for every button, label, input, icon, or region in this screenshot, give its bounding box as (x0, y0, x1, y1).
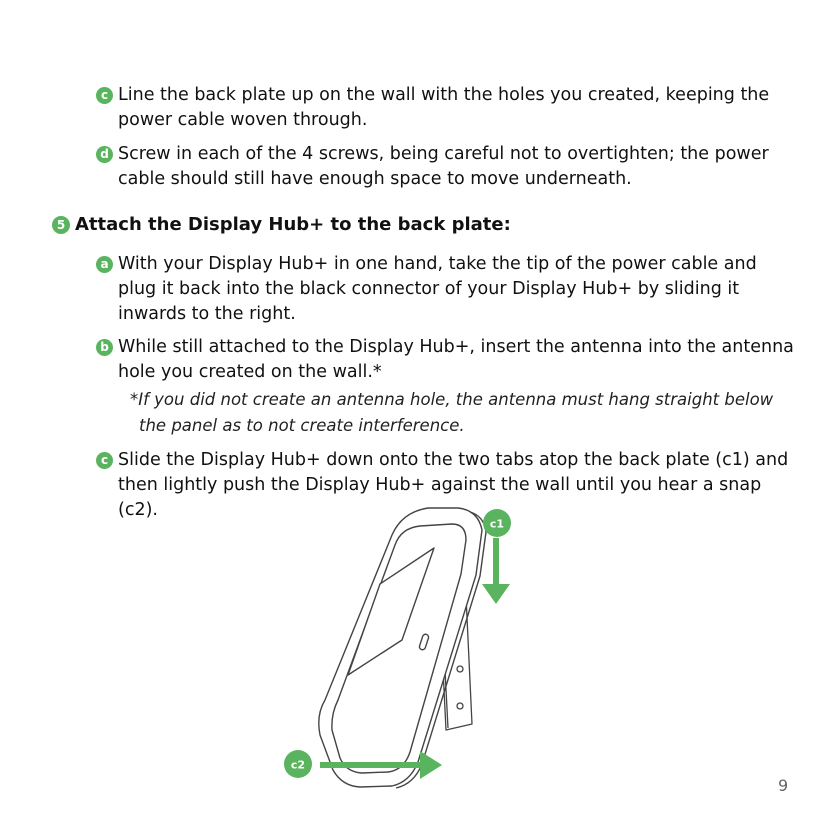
step-5b-badge: b (96, 339, 113, 356)
step-5a-badge: a (96, 256, 113, 273)
arrow-down-icon (482, 584, 510, 604)
step-d-badge: d (96, 146, 113, 163)
step-d-text: Screw in each of the 4 screws, being careful not to overtighten; the power cable should still have enough space to move underneath. (118, 144, 769, 189)
antenna-note-line-1: *If you did not create an antenna hole, the antenna must hang straight below (130, 390, 774, 409)
c2-label: c2 (290, 758, 306, 772)
antenna-note-line-2: the panel as to not create interference. (139, 416, 465, 435)
page-number: 9 (778, 776, 789, 795)
step-5a-text: With your Display Hub+ in one hand, take the tip of the power cable and plug it back into the black connector of your Display Hub+ by sliding it inwards to the right. (118, 254, 757, 324)
c1-label: c1 (489, 517, 505, 531)
step-c-text: Line the back plate up on the wall with the holes you created, keeping the power cable woven through. (118, 85, 770, 130)
step-5-title: Attach the Display Hub+ to the back plate: (75, 214, 511, 235)
step-5b-text: While still attached to the Display Hub+, insert the antenna into the antenna hole you created on the wall.* (118, 337, 794, 382)
step-5c-badge: c (96, 452, 113, 469)
step-5-badge: 5 (52, 216, 70, 234)
step-c-badge: c (96, 87, 113, 104)
step-5c-text: Slide the Display Hub+ down onto the two tabs atop the back plate (c1) and then lightly push the Display Hub+ against the wall until you hear a snap (c2). (118, 450, 789, 520)
arrow-right-icon (420, 751, 442, 779)
